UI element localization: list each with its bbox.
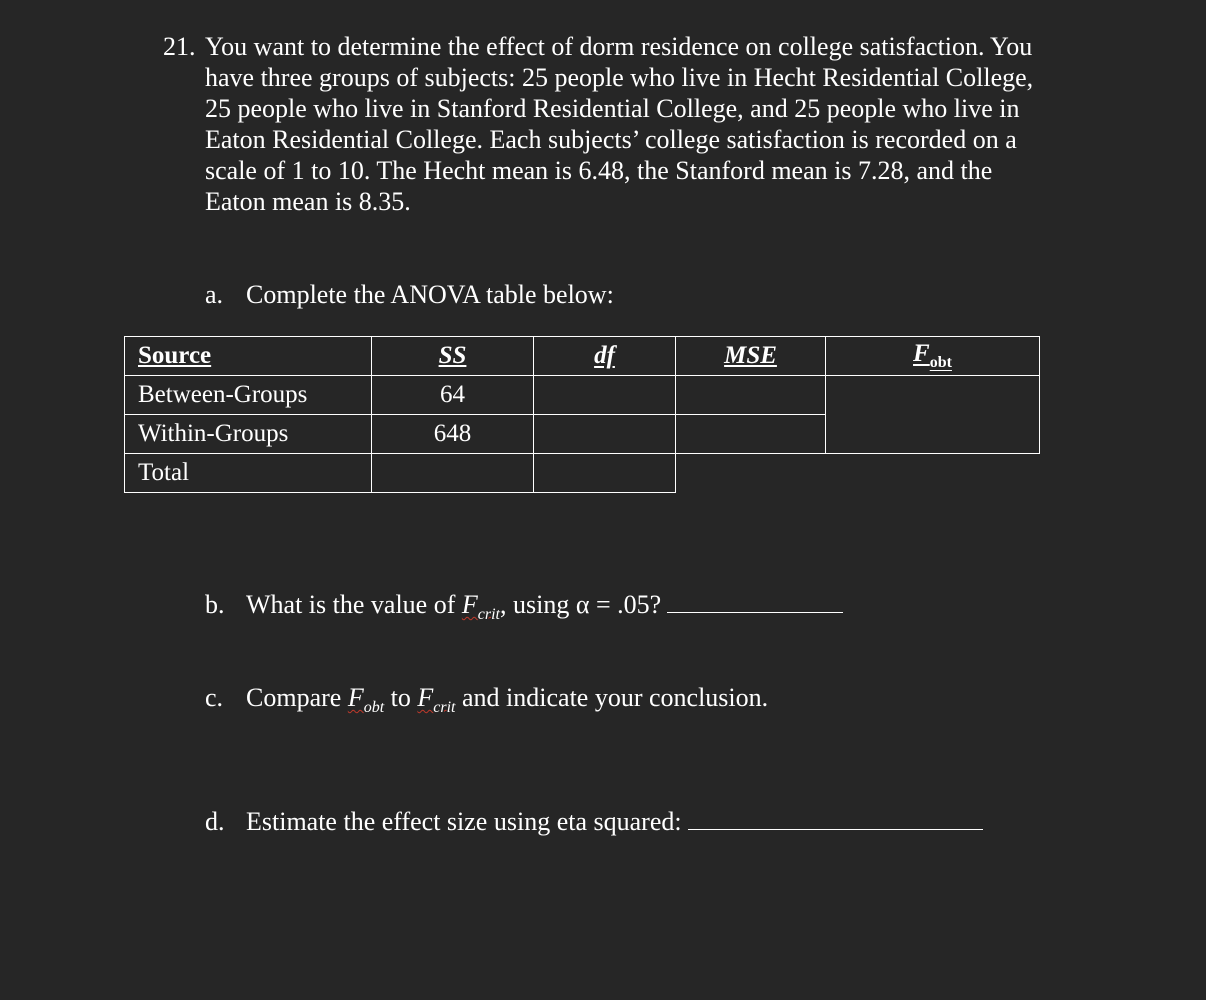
part-c-pre: Compare	[246, 683, 348, 712]
row-source: Within-Groups	[125, 415, 372, 454]
part-c-post: and indicate your conclusion.	[455, 683, 769, 712]
row-source: Between-Groups	[125, 376, 372, 415]
empty-cell	[826, 454, 1040, 493]
part-b-letter: b.	[205, 590, 225, 619]
part-d-text: Estimate the effect size using eta squared:	[246, 807, 682, 836]
fobt-symbol: $F_{obt}$	[347, 683, 385, 717]
question-text	[205, 31, 1085, 217]
row-ss: 64	[372, 376, 534, 415]
part-a	[205, 279, 614, 311]
header-df: df	[534, 337, 676, 376]
row-mse-cell[interactable]	[676, 376, 826, 415]
table-row	[125, 454, 1040, 493]
part-b-post: , using α = .05?	[499, 590, 662, 619]
part-d-letter: d.	[205, 807, 225, 836]
row-df-cell[interactable]	[534, 415, 676, 454]
header-fobt: $F_{obt}$	[826, 337, 1040, 376]
header-mse: MSE	[676, 337, 826, 376]
part-c-letter: c.	[205, 683, 224, 712]
part-b	[205, 589, 843, 631]
part-a-letter: a.	[205, 280, 224, 309]
fcrit-symbol: $F_{crit}$	[417, 683, 456, 717]
empty-cell	[676, 454, 826, 493]
row-mse-cell[interactable]	[676, 415, 826, 454]
part-b-pre: What is the value of	[246, 590, 462, 619]
row-df-cell[interactable]	[534, 454, 676, 493]
answer-blank-b[interactable]	[667, 590, 843, 613]
row-ss-cell[interactable]	[372, 454, 534, 493]
header-source: Source	[125, 337, 372, 376]
header-ss: SS	[372, 337, 534, 376]
question-line: Eaton mean is 8.35.	[205, 187, 411, 216]
table-header-row	[125, 337, 1040, 376]
part-d	[205, 806, 983, 838]
table-row	[125, 376, 1040, 415]
fcrit-symbol: $F_{crit}$	[461, 590, 500, 624]
question-number: 21.	[163, 32, 196, 61]
row-df-cell[interactable]	[534, 376, 676, 415]
question-line: have three groups of subjects: 25 people who live in Hecht Residential College,	[205, 63, 1034, 92]
question-line: Eaton Residential College. Each subjects’ college satisfaction is recorded on a	[205, 125, 1017, 154]
row-source: Total	[125, 454, 372, 493]
anova-table	[124, 336, 1040, 493]
part-c-mid: to	[384, 683, 418, 712]
fobt-cell[interactable]	[826, 376, 1040, 454]
row-ss: 648	[372, 415, 534, 454]
part-a-text: Complete the ANOVA table below:	[246, 280, 614, 309]
question-line: You want to determine the effect of dorm residence on college satisfaction. You	[205, 32, 1033, 61]
part-c	[205, 682, 768, 724]
question-line: scale of 1 to 10. The Hecht mean is 6.48, the Stanford mean is 7.28, and the	[205, 156, 993, 185]
answer-blank-d[interactable]	[688, 807, 983, 830]
question-line: 25 people who live in Stanford Residential College, and 25 people who live in	[205, 94, 1020, 123]
